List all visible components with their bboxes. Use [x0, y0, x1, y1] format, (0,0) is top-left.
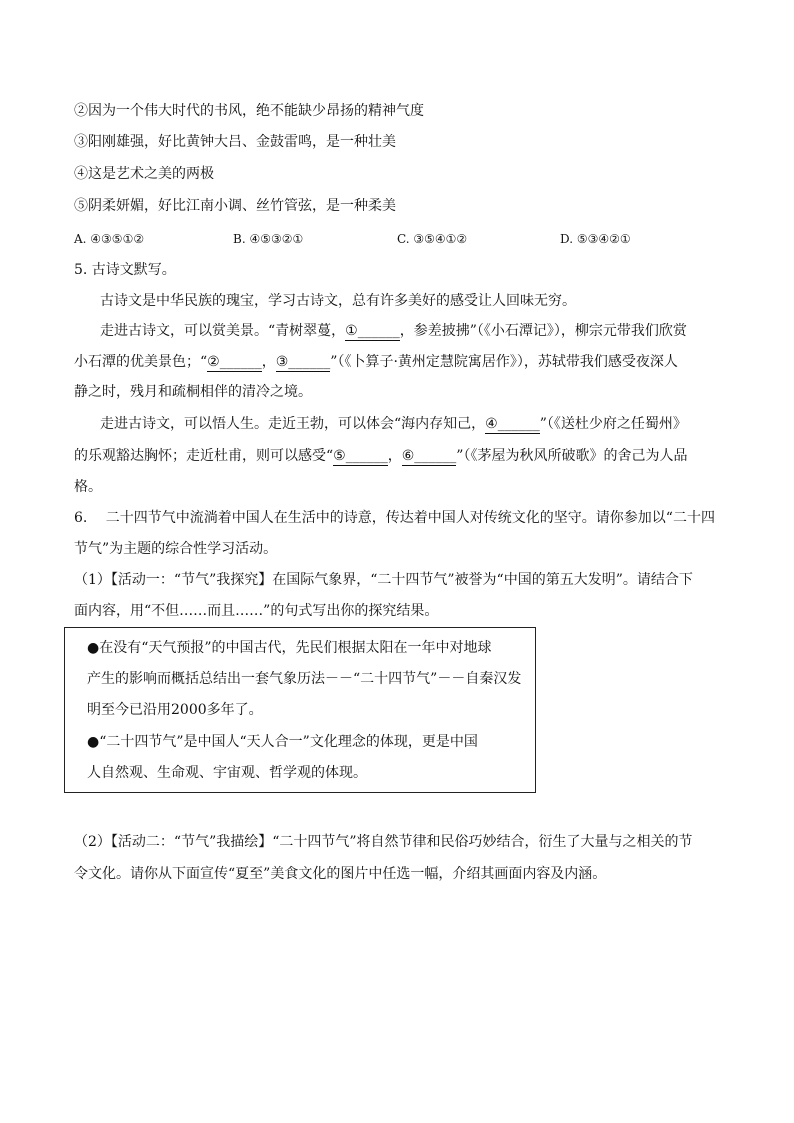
q5-paragraph-3-line-2: 的乐观豁达胸怀；走近杜甫，则可以感受“⑤______，⑥______”（《茅屋为秋风所破歌》的舍己为人品	[74, 448, 688, 464]
q5-paragraph-3-line-3: 格。	[74, 479, 102, 495]
q5-paragraph-3-line-1: 走进古诗文，可以悟人生。走近王勃，可以体会“海内存知己，④______”（《送杜少府之任蜀州》	[100, 416, 687, 432]
material-box-line-5: 人自然观、生命观、宇宙观、哲学观的体现。	[87, 765, 367, 781]
q4-item-4: ④这是艺术之美的两极	[74, 166, 214, 182]
q6-activity-2-line-1: （2）【活动二：“节气”我描绘】“二十四节气”将自然节律和民俗巧妙结合，衍生了大量与之相关的节	[74, 834, 693, 850]
q5-paragraph-2-line-3: 静之时，残月和疏桐相伴的清冷之境。	[74, 384, 312, 400]
q5-blank-6[interactable]: ⑥______	[401, 448, 457, 464]
q4-options	[74, 229, 714, 249]
q5-blank-5[interactable]: ⑤______	[333, 448, 388, 464]
q4-option-c[interactable]: C. ③⑤④①②	[397, 232, 468, 246]
q4-item-2: ②因为一个伟大时代的书风，绝不能缺少昂扬的精神气度	[74, 103, 424, 119]
q4-item-3: ③阳刚雄强，好比黄钟大吕、金鼓雷鸣，是一种壮美	[74, 134, 396, 150]
q6-activity-2-line-2: 令文化。请你从下面宣传“夏至”美食文化的图片中任选一幅，介绍其画面内容及内涵。	[74, 866, 607, 882]
material-box-line-2: 产生的影响而概括总结出一套气象历法－－“二十四节气”－－自秦汉发	[87, 671, 522, 687]
material-box-line-4: ●“二十四节气”是中国人“天人合一”文化理念的体现，更是中国	[87, 734, 478, 750]
q5-paragraph-1: 古诗文是中华民族的瑰宝，学习古诗文，总有许多美好的感受让人回味无穷。	[100, 293, 576, 309]
material-box	[64, 627, 536, 793]
q5-blank-1[interactable]: ①______	[345, 323, 400, 339]
q4-option-d[interactable]: D. ⑤③④②①	[560, 232, 631, 246]
q5-blank-4[interactable]: ④______	[485, 416, 540, 432]
q4-option-b[interactable]: B. ④⑤③②①	[233, 232, 304, 246]
q5-paragraph-2-line-1: 走进古诗文，可以赏美景。“青树翠蔓，①______，参差披拂”（《小石潭记》），柳宗元带我们欣赏	[100, 323, 687, 339]
q6-activity-1-line-1: （1）【活动一：“节气”我探究】在国际气象界，“二十四节气”被誉为“中国的第五大发明”。请结合下	[74, 572, 693, 588]
material-box-line-1: ●在没有“天气预报”的中国古代，先民们根据太阳在一年中对地球	[87, 640, 492, 656]
q5-paragraph-2-line-2: 小石潭的优美景色；“②______，③______”（《卜算子·黄州定慧院寓居作》），苏轼带我们感受夜深人	[74, 354, 678, 370]
q4-option-a[interactable]: A. ④③⑤①②	[74, 232, 145, 246]
q6-intro-line-1: 6. 二十四节气中流淌着中国人在生活中的诗意，传达着中国人对传统文化的坚守。请你参加以“二十四	[74, 510, 715, 526]
q5-title: 5. 古诗文默写。	[74, 262, 176, 278]
material-box-line-3: 明至今已沿用2000多年了。	[87, 702, 263, 718]
q6-activity-1-line-2: 面内容，用“不但……而且……”的句式写出你的探究结果。	[74, 603, 439, 619]
q5-blank-3[interactable]: ③______	[275, 354, 331, 370]
q6-intro-line-2: 节气”为主题的综合性学习活动。	[74, 541, 278, 557]
q4-item-5: ⑤阴柔妍媚，好比江南小调、丝竹管弦，是一种柔美	[74, 198, 396, 214]
q5-blank-2[interactable]: ②______	[207, 354, 262, 370]
